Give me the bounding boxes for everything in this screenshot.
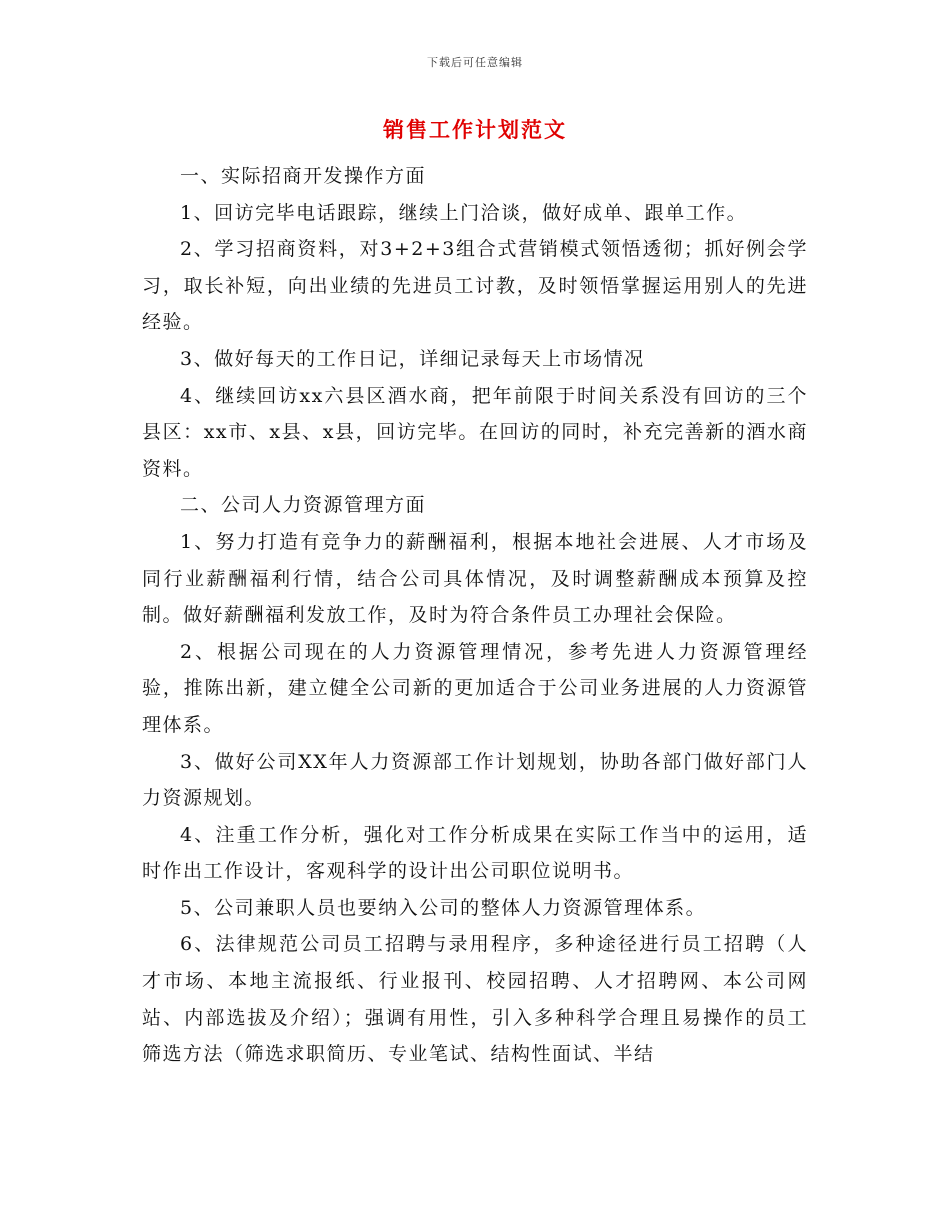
paragraph: 3、做好公司XX年人力资源部工作计划规划，协助各部门做好部门人力资源规划。 [142, 750, 808, 810]
paragraph: 6、法律规范公司员工招聘与录用程序，多种途径进行员工招聘（人才市场、本地主流报纸、行业报刊、校园招聘、人才招聘网、本公司网站、内部选拔及介绍）；强调有用性，引入多种科学合理且易操作的员工筛选方法（筛选求职简历、专业笔试、结构性面试、半结 [142, 933, 808, 1066]
paragraph: 1、努力打造有竞争力的薪酬福利，根据本地社会进展、人才市场及同行业薪酬福利行情，结合公司具体情况，及时调整薪酬成本预算及控制。做好薪酬福利发放工作，及时为符合条件员工办理社会保险。 [142, 530, 808, 627]
paragraph: 4、继续回访xx六县区酒水商，把年前限于时间关系没有回访的三个县区：xx市、x县、x县，回访完毕。在回访的同时，补充完善新的酒水商资料。 [142, 384, 808, 480]
document-title: 销售工作计划范文 [383, 117, 567, 142]
header-note: 下载后可任意编辑 [427, 56, 523, 69]
paragraph: 5、公司兼职人员也要纳入公司的整体人力资源管理体系。 [180, 896, 707, 919]
paragraph: 3、做好每天的工作日记，详细记录每天上市场情况 [180, 347, 645, 370]
section-heading-2: 二、公司人力资源管理方面 [180, 494, 427, 517]
paragraph: 2、学习招商资料，对3+2+3组合式营销模式领悟透彻；抓好例会学习，取长补短，向出业绩的先进员工讨教，及时领悟掌握运用别人的先进经验。 [142, 238, 808, 334]
document-body [142, 158, 808, 1073]
paragraph: 4、注重工作分析，强化对工作分析成果在实际工作当中的运用，适时作出工作设计，客观科学的设计出公司职位说明书。 [142, 823, 808, 883]
paragraph: 2、根据公司现在的人力资源管理情况，参考先进人力资源管理经验，推陈出新，建立健全公司新的更加适合于公司业务进展的人力资源管理体系。 [142, 640, 808, 736]
section-heading-1: 一、实际招商开发操作方面 [180, 165, 427, 187]
paragraph: 1、回访完毕电话跟踪，继续上门洽谈，做好成单、跟单工作。 [180, 201, 748, 224]
